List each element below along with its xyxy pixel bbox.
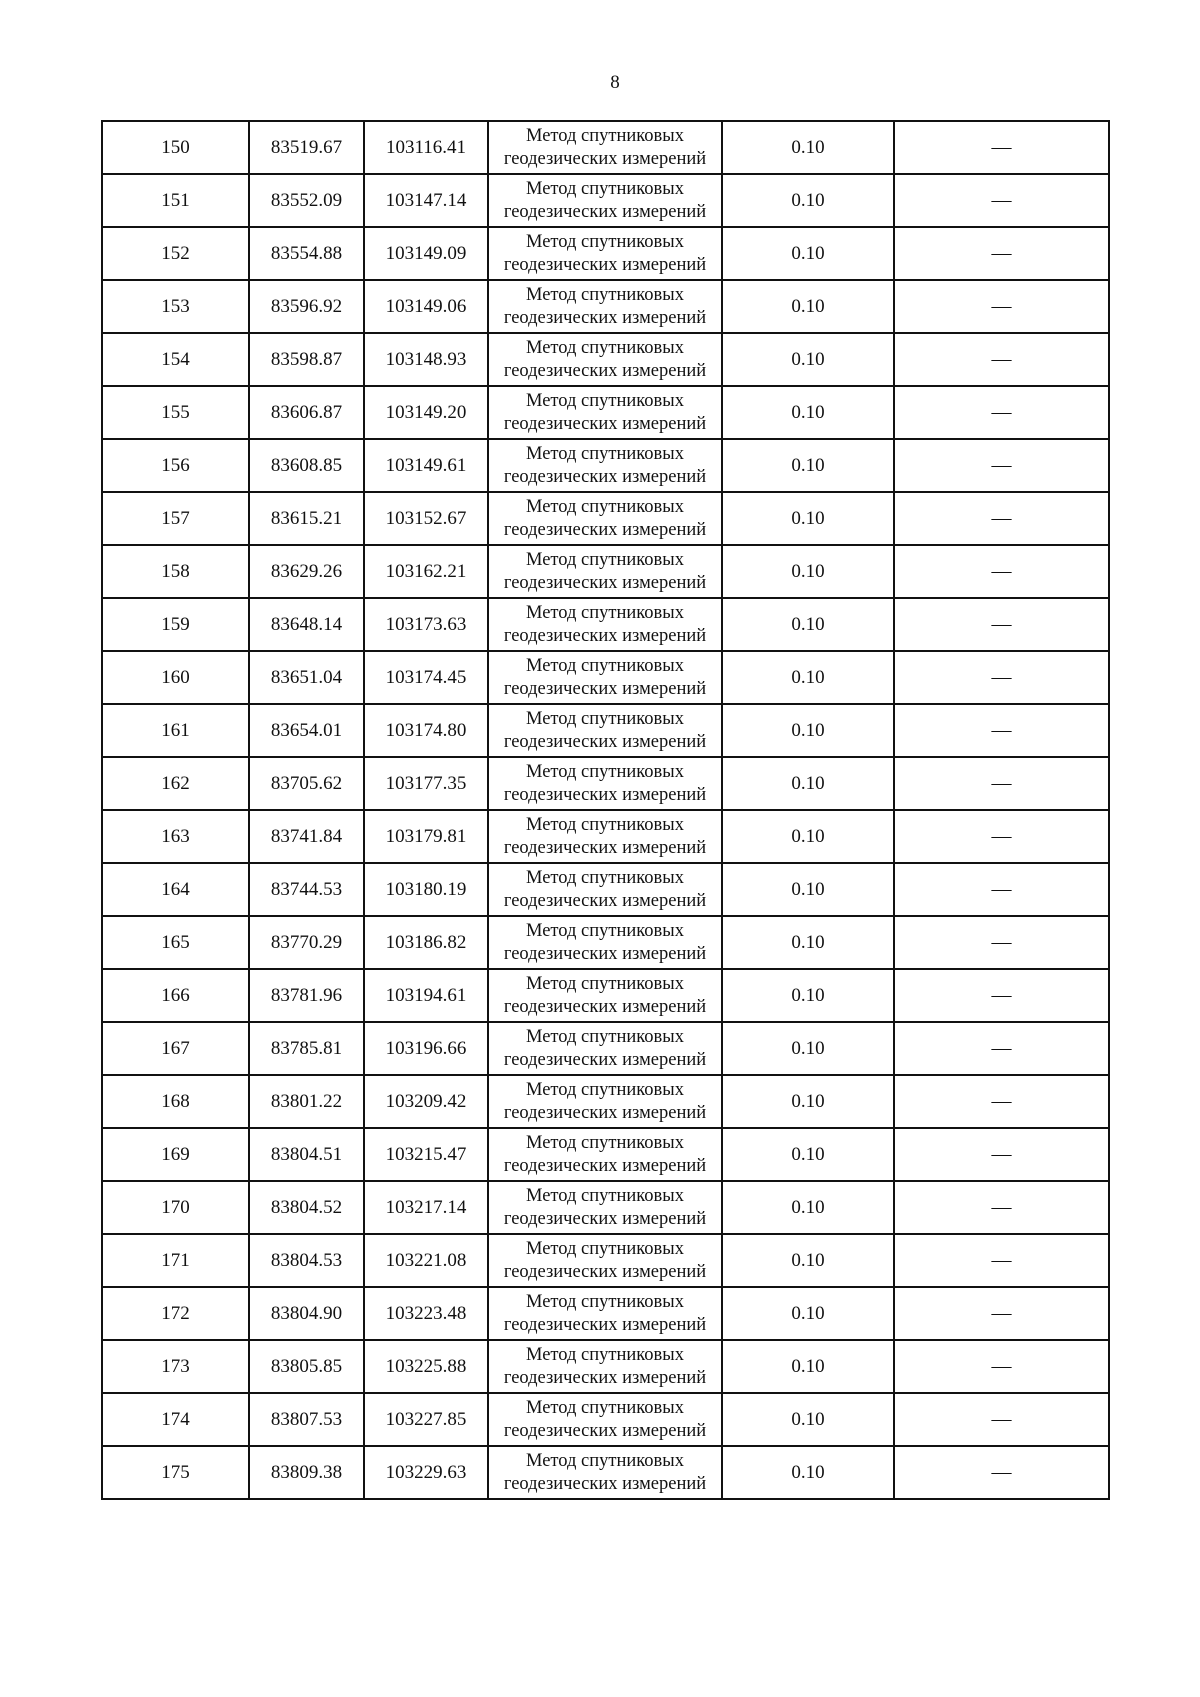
- method-line-1: Метод спутниковых: [526, 973, 684, 994]
- note-cell: [894, 174, 1109, 227]
- method-line-1: Метод спутниковых: [526, 867, 684, 888]
- table-row: [102, 1340, 1109, 1393]
- x-coordinate-cell: 83804.53: [249, 1234, 364, 1287]
- note-cell: [894, 863, 1109, 916]
- note-dash: —: [991, 1037, 1012, 1059]
- table-row: [102, 1075, 1109, 1128]
- method-line-2: геодезических измерений: [503, 1473, 707, 1494]
- point-number-cell: 174: [102, 1393, 249, 1446]
- point-number-cell: 171: [102, 1234, 249, 1287]
- method-cell: [488, 1287, 722, 1340]
- note-cell: [894, 1393, 1109, 1446]
- table-row: [102, 1022, 1109, 1075]
- point-number-cell: 151: [102, 174, 249, 227]
- method-line-1: Метод спутниковых: [526, 496, 684, 517]
- point-number-cell: 172: [102, 1287, 249, 1340]
- point-number-cell: 167: [102, 1022, 249, 1075]
- x-coordinate-cell: 83651.04: [249, 651, 364, 704]
- point-number-cell: 153: [102, 280, 249, 333]
- method-cell: [488, 174, 722, 227]
- table-row: [102, 1446, 1109, 1499]
- note-dash: —: [991, 666, 1012, 688]
- method-line-2: геодезических измерений: [503, 1208, 707, 1229]
- note-cell: [894, 1022, 1109, 1075]
- accuracy-cell: 0.10: [722, 1287, 894, 1340]
- method-line-1: Метод спутниковых: [526, 602, 684, 623]
- note-cell: [894, 1287, 1109, 1340]
- y-coordinate-cell: 103229.63: [364, 1446, 488, 1499]
- note-dash: —: [991, 560, 1012, 582]
- point-number-cell: 161: [102, 704, 249, 757]
- accuracy-cell: 0.10: [722, 704, 894, 757]
- method-line-2: геодезических измерений: [503, 731, 707, 752]
- method-line-1: Метод спутниковых: [526, 125, 684, 146]
- method-line-1: Метод спутниковых: [526, 1026, 684, 1047]
- table-row: [102, 863, 1109, 916]
- method-line-1: Метод спутниковых: [526, 761, 684, 782]
- method-cell: [488, 1340, 722, 1393]
- x-coordinate-cell: 83804.90: [249, 1287, 364, 1340]
- note-dash: —: [991, 719, 1012, 741]
- point-number-cell: 150: [102, 121, 249, 174]
- accuracy-cell: 0.10: [722, 1181, 894, 1234]
- note-dash: —: [991, 295, 1012, 317]
- y-coordinate-cell: 103227.85: [364, 1393, 488, 1446]
- note-cell: [894, 757, 1109, 810]
- accuracy-cell: 0.10: [722, 333, 894, 386]
- y-coordinate-cell: 103194.61: [364, 969, 488, 1022]
- method-cell: [488, 280, 722, 333]
- table-row: [102, 598, 1109, 651]
- method-line-2: геодезических измерений: [503, 201, 707, 222]
- method-cell: [488, 1393, 722, 1446]
- y-coordinate-cell: 103149.09: [364, 227, 488, 280]
- x-coordinate-cell: 83807.53: [249, 1393, 364, 1446]
- point-number-cell: 163: [102, 810, 249, 863]
- note-dash: —: [991, 401, 1012, 423]
- method-cell: [488, 704, 722, 757]
- table-row: [102, 1393, 1109, 1446]
- y-coordinate-cell: 103215.47: [364, 1128, 488, 1181]
- note-cell: [894, 916, 1109, 969]
- note-dash: —: [991, 136, 1012, 158]
- note-dash: —: [991, 1143, 1012, 1165]
- method-line-1: Метод спутниковых: [526, 814, 684, 835]
- note-dash: —: [991, 454, 1012, 476]
- x-coordinate-cell: 83741.84: [249, 810, 364, 863]
- method-line-2: геодезических измерений: [503, 996, 707, 1017]
- method-line-2: геодезических измерений: [503, 148, 707, 169]
- accuracy-cell: 0.10: [722, 1022, 894, 1075]
- point-number-cell: 160: [102, 651, 249, 704]
- note-dash: —: [991, 348, 1012, 370]
- y-coordinate-cell: 103186.82: [364, 916, 488, 969]
- method-line-2: геодезических измерений: [503, 1049, 707, 1070]
- method-line-2: геодезических измерений: [503, 254, 707, 275]
- accuracy-cell: 0.10: [722, 1234, 894, 1287]
- y-coordinate-cell: 103149.06: [364, 280, 488, 333]
- method-line-2: геодезических измерений: [503, 1155, 707, 1176]
- accuracy-cell: 0.10: [722, 1075, 894, 1128]
- accuracy-cell: 0.10: [722, 121, 894, 174]
- method-line-2: геодезических измерений: [503, 572, 707, 593]
- accuracy-cell: 0.10: [722, 863, 894, 916]
- method-line-1: Метод спутниковых: [526, 1397, 684, 1418]
- note-cell: [894, 386, 1109, 439]
- table-row: [102, 439, 1109, 492]
- y-coordinate-cell: 103221.08: [364, 1234, 488, 1287]
- table-row: [102, 757, 1109, 810]
- method-line-1: Метод спутниковых: [526, 1132, 684, 1153]
- method-line-1: Метод спутниковых: [526, 1450, 684, 1471]
- accuracy-cell: 0.10: [722, 916, 894, 969]
- method-cell: [488, 1446, 722, 1499]
- table-row: [102, 1287, 1109, 1340]
- method-line-1: Метод спутниковых: [526, 655, 684, 676]
- x-coordinate-cell: 83596.92: [249, 280, 364, 333]
- y-coordinate-cell: 103223.48: [364, 1287, 488, 1340]
- x-coordinate-cell: 83744.53: [249, 863, 364, 916]
- method-line-2: геодезических измерений: [503, 784, 707, 805]
- y-coordinate-cell: 103174.45: [364, 651, 488, 704]
- note-cell: [894, 1446, 1109, 1499]
- method-line-2: геодезических измерений: [503, 1102, 707, 1123]
- note-cell: [894, 1340, 1109, 1393]
- note-cell: [894, 333, 1109, 386]
- table-row: [102, 227, 1109, 280]
- y-coordinate-cell: 103148.93: [364, 333, 488, 386]
- table-row: [102, 969, 1109, 1022]
- table-row: [102, 651, 1109, 704]
- method-line-2: геодезических измерений: [503, 519, 707, 540]
- y-coordinate-cell: 103196.66: [364, 1022, 488, 1075]
- table-row: [102, 121, 1109, 174]
- note-cell: [894, 598, 1109, 651]
- note-dash: —: [991, 1461, 1012, 1483]
- y-coordinate-cell: 103209.42: [364, 1075, 488, 1128]
- accuracy-cell: 0.10: [722, 227, 894, 280]
- note-dash: —: [991, 1090, 1012, 1112]
- method-line-2: геодезических измерений: [503, 1314, 707, 1335]
- note-dash: —: [991, 931, 1012, 953]
- method-line-2: геодезических измерений: [503, 943, 707, 964]
- x-coordinate-cell: 83781.96: [249, 969, 364, 1022]
- x-coordinate-cell: 83629.26: [249, 545, 364, 598]
- method-line-1: Метод спутниковых: [526, 178, 684, 199]
- point-number-cell: 162: [102, 757, 249, 810]
- note-dash: —: [991, 1196, 1012, 1218]
- point-number-cell: 166: [102, 969, 249, 1022]
- method-line-2: геодезических измерений: [503, 413, 707, 434]
- method-cell: [488, 492, 722, 545]
- accuracy-cell: 0.10: [722, 598, 894, 651]
- accuracy-cell: 0.10: [722, 280, 894, 333]
- table-row: [102, 1181, 1109, 1234]
- method-line-2: геодезических измерений: [503, 837, 707, 858]
- method-cell: [488, 1128, 722, 1181]
- method-line-1: Метод спутниковых: [526, 1344, 684, 1365]
- x-coordinate-cell: 83598.87: [249, 333, 364, 386]
- method-line-1: Метод спутниковых: [526, 1291, 684, 1312]
- table-row: [102, 1234, 1109, 1287]
- x-coordinate-cell: 83804.51: [249, 1128, 364, 1181]
- point-number-cell: 175: [102, 1446, 249, 1499]
- x-coordinate-cell: 83805.85: [249, 1340, 364, 1393]
- accuracy-cell: 0.10: [722, 757, 894, 810]
- note-dash: —: [991, 1249, 1012, 1271]
- table-row: [102, 386, 1109, 439]
- accuracy-cell: 0.10: [722, 439, 894, 492]
- note-dash: —: [991, 613, 1012, 635]
- method-cell: [488, 545, 722, 598]
- accuracy-cell: 0.10: [722, 1393, 894, 1446]
- table-row: [102, 1128, 1109, 1181]
- method-line-1: Метод спутниковых: [526, 284, 684, 305]
- method-line-2: геодезических измерений: [503, 625, 707, 646]
- note-dash: —: [991, 1408, 1012, 1430]
- note-cell: [894, 704, 1109, 757]
- method-line-1: Метод спутниковых: [526, 1185, 684, 1206]
- y-coordinate-cell: 103116.41: [364, 121, 488, 174]
- table-row: [102, 704, 1109, 757]
- point-number-cell: 170: [102, 1181, 249, 1234]
- note-cell: [894, 651, 1109, 704]
- accuracy-cell: 0.10: [722, 386, 894, 439]
- y-coordinate-cell: 103217.14: [364, 1181, 488, 1234]
- accuracy-cell: 0.10: [722, 1446, 894, 1499]
- method-line-1: Метод спутниковых: [526, 231, 684, 252]
- note-cell: [894, 1075, 1109, 1128]
- x-coordinate-cell: 83801.22: [249, 1075, 364, 1128]
- accuracy-cell: 0.10: [722, 492, 894, 545]
- table-row: [102, 280, 1109, 333]
- point-number-cell: 168: [102, 1075, 249, 1128]
- point-number-cell: 164: [102, 863, 249, 916]
- point-number-cell: 165: [102, 916, 249, 969]
- note-dash: —: [991, 772, 1012, 794]
- x-coordinate-cell: 83809.38: [249, 1446, 364, 1499]
- y-coordinate-cell: 103179.81: [364, 810, 488, 863]
- accuracy-cell: 0.10: [722, 810, 894, 863]
- method-line-1: Метод спутниковых: [526, 390, 684, 411]
- y-coordinate-cell: 103180.19: [364, 863, 488, 916]
- note-dash: —: [991, 825, 1012, 847]
- page-number: 8: [610, 72, 620, 93]
- x-coordinate-cell: 83770.29: [249, 916, 364, 969]
- method-line-1: Метод спутниковых: [526, 920, 684, 941]
- point-number-cell: 169: [102, 1128, 249, 1181]
- note-cell: [894, 492, 1109, 545]
- y-coordinate-cell: 103225.88: [364, 1340, 488, 1393]
- note-dash: —: [991, 242, 1012, 264]
- method-cell: [488, 333, 722, 386]
- point-number-cell: 155: [102, 386, 249, 439]
- method-cell: [488, 916, 722, 969]
- method-cell: [488, 1022, 722, 1075]
- x-coordinate-cell: 83705.62: [249, 757, 364, 810]
- x-coordinate-cell: 83785.81: [249, 1022, 364, 1075]
- note-dash: —: [991, 1355, 1012, 1377]
- accuracy-cell: 0.10: [722, 969, 894, 1022]
- method-line-2: геодезических измерений: [503, 307, 707, 328]
- method-cell: [488, 598, 722, 651]
- method-line-2: геодезических измерений: [503, 1261, 707, 1282]
- x-coordinate-cell: 83615.21: [249, 492, 364, 545]
- method-cell: [488, 227, 722, 280]
- method-cell: [488, 1075, 722, 1128]
- note-cell: [894, 227, 1109, 280]
- method-line-2: геодезических измерений: [503, 466, 707, 487]
- method-cell: [488, 1234, 722, 1287]
- y-coordinate-cell: 103174.80: [364, 704, 488, 757]
- method-line-2: геодезических измерений: [503, 1367, 707, 1388]
- x-coordinate-cell: 83648.14: [249, 598, 364, 651]
- method-cell: [488, 810, 722, 863]
- table-row: [102, 333, 1109, 386]
- accuracy-cell: 0.10: [722, 651, 894, 704]
- note-dash: —: [991, 189, 1012, 211]
- point-number-cell: 159: [102, 598, 249, 651]
- point-number-cell: 158: [102, 545, 249, 598]
- point-number-cell: 157: [102, 492, 249, 545]
- accuracy-cell: 0.10: [722, 1340, 894, 1393]
- y-coordinate-cell: 103147.14: [364, 174, 488, 227]
- note-dash: —: [991, 984, 1012, 1006]
- accuracy-cell: 0.10: [722, 545, 894, 598]
- note-dash: —: [991, 878, 1012, 900]
- note-cell: [894, 545, 1109, 598]
- x-coordinate-cell: 83608.85: [249, 439, 364, 492]
- method-line-1: Метод спутниковых: [526, 337, 684, 358]
- method-line-1: Метод спутниковых: [526, 443, 684, 464]
- point-number-cell: 156: [102, 439, 249, 492]
- x-coordinate-cell: 83552.09: [249, 174, 364, 227]
- y-coordinate-cell: 103149.61: [364, 439, 488, 492]
- y-coordinate-cell: 103152.67: [364, 492, 488, 545]
- note-cell: [894, 439, 1109, 492]
- x-coordinate-cell: 83554.88: [249, 227, 364, 280]
- method-line-1: Метод спутниковых: [526, 1238, 684, 1259]
- note-cell: [894, 1128, 1109, 1181]
- note-dash: —: [991, 507, 1012, 529]
- method-line-2: геодезических измерений: [503, 1420, 707, 1441]
- method-cell: [488, 757, 722, 810]
- method-cell: [488, 386, 722, 439]
- method-cell: [488, 121, 722, 174]
- note-cell: [894, 969, 1109, 1022]
- note-cell: [894, 810, 1109, 863]
- method-line-2: геодезических измерений: [503, 360, 707, 381]
- table-body: [102, 121, 1109, 1499]
- y-coordinate-cell: 103173.63: [364, 598, 488, 651]
- table-row: [102, 174, 1109, 227]
- coordinates-table: [101, 120, 1110, 1500]
- method-line-2: геодезических измерений: [503, 890, 707, 911]
- y-coordinate-cell: 103162.21: [364, 545, 488, 598]
- point-number-cell: 152: [102, 227, 249, 280]
- table-row: [102, 810, 1109, 863]
- y-coordinate-cell: 103177.35: [364, 757, 488, 810]
- method-line-1: Метод спутниковых: [526, 549, 684, 570]
- y-coordinate-cell: 103149.20: [364, 386, 488, 439]
- method-cell: [488, 863, 722, 916]
- note-cell: [894, 1234, 1109, 1287]
- note-cell: [894, 280, 1109, 333]
- x-coordinate-cell: 83519.67: [249, 121, 364, 174]
- method-line-2: геодезических измерений: [503, 678, 707, 699]
- note-dash: —: [991, 1302, 1012, 1324]
- note-cell: [894, 121, 1109, 174]
- table-row: [102, 492, 1109, 545]
- method-cell: [488, 439, 722, 492]
- x-coordinate-cell: 83804.52: [249, 1181, 364, 1234]
- method-line-1: Метод спутниковых: [526, 708, 684, 729]
- method-line-1: Метод спутниковых: [526, 1079, 684, 1100]
- method-cell: [488, 969, 722, 1022]
- method-cell: [488, 1181, 722, 1234]
- x-coordinate-cell: 83654.01: [249, 704, 364, 757]
- accuracy-cell: 0.10: [722, 174, 894, 227]
- note-cell: [894, 1181, 1109, 1234]
- x-coordinate-cell: 83606.87: [249, 386, 364, 439]
- point-number-cell: 173: [102, 1340, 249, 1393]
- point-number-cell: 154: [102, 333, 249, 386]
- accuracy-cell: 0.10: [722, 1128, 894, 1181]
- table-row: [102, 916, 1109, 969]
- method-cell: [488, 651, 722, 704]
- table-row: [102, 545, 1109, 598]
